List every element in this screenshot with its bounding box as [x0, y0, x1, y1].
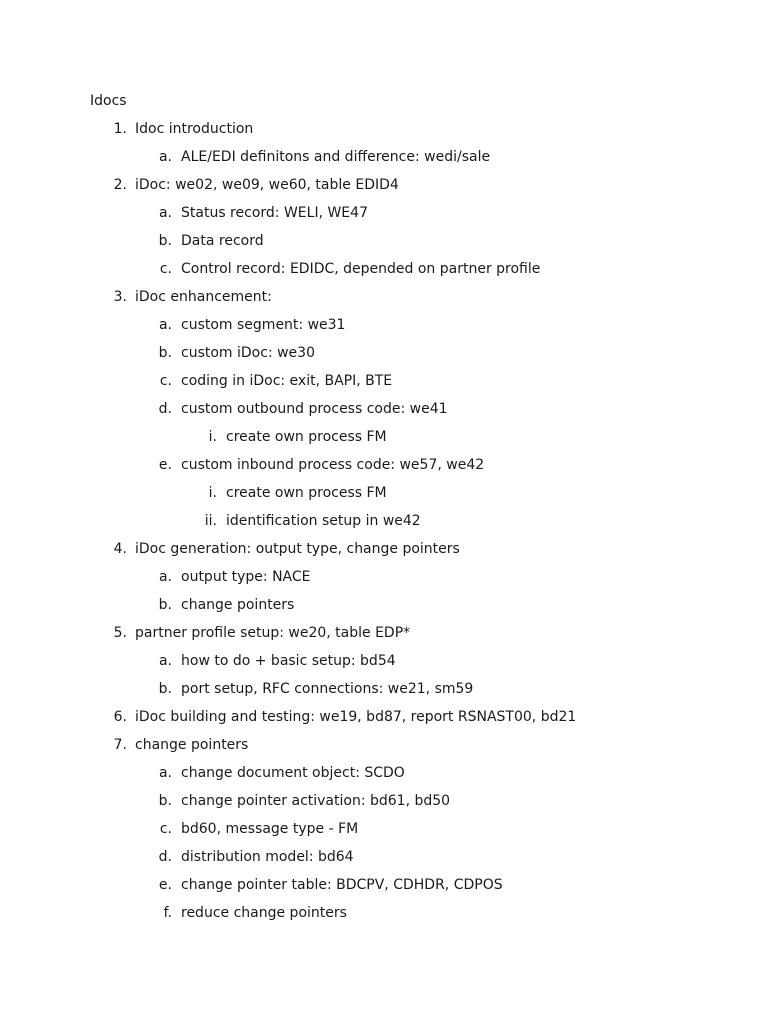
- list-marker: b.: [158, 345, 172, 361]
- outline-item-level-1: [0, 119, 768, 147]
- outline-item-level-2: [0, 875, 768, 903]
- list-item-text: custom outbound process code: we41: [181, 401, 448, 417]
- list-marker: a.: [158, 205, 172, 221]
- list-marker: d.: [158, 849, 172, 865]
- list-marker: e.: [158, 877, 172, 893]
- list-item-text: port setup, RFC connections: we21, sm59: [181, 681, 474, 697]
- list-marker: a.: [158, 569, 172, 585]
- outline-item-level-1: [0, 707, 768, 735]
- list-item-text: bd60, message type - FM: [181, 821, 359, 837]
- list-marker: i.: [208, 429, 217, 445]
- outline-item-level-2: [0, 455, 768, 483]
- list-item-text: reduce change pointers: [181, 905, 347, 921]
- list-item-text: iDoc: we02, we09, we60, table EDID4: [135, 177, 399, 193]
- outline-item-level-2: [0, 651, 768, 679]
- list-item-text: ALE/EDI definitons and difference: wedi/sale: [181, 149, 491, 165]
- list-marker: b.: [158, 681, 172, 697]
- list-marker: d.: [158, 401, 172, 417]
- list-item-text: iDoc building and testing: we19, bd87, report RSNAST00, bd21: [135, 709, 577, 725]
- outline-item-level-2: [0, 763, 768, 791]
- list-item-text: Data record: [181, 233, 264, 249]
- outline-item-level-2: [0, 567, 768, 595]
- list-item-text: custom inbound process code: we57, we42: [181, 457, 485, 473]
- list-item-text: change pointers: [181, 597, 295, 613]
- outline-item-level-2: [0, 343, 768, 371]
- list-marker: b.: [158, 233, 172, 249]
- list-marker: c.: [159, 821, 172, 837]
- list-item-text: output type: NACE: [181, 569, 311, 585]
- list-marker: 7.: [113, 737, 127, 753]
- list-marker: 6.: [113, 709, 127, 725]
- list-item-text: iDoc generation: output type, change pointers: [135, 541, 460, 557]
- outline-item-level-2: [0, 231, 768, 259]
- outline-item-level-2: [0, 847, 768, 875]
- list-item-text: identification setup in we42: [226, 513, 421, 529]
- outline-list: [0, 119, 768, 931]
- list-item-text: distribution model: bd64: [181, 849, 354, 865]
- list-marker: i.: [208, 485, 217, 501]
- list-item-text: Status record: WELI, WE47: [181, 205, 368, 221]
- list-item-text: Idoc introduction: [135, 121, 254, 137]
- list-item-text: partner profile setup: we20, table EDP*: [135, 625, 411, 641]
- list-marker: a.: [158, 653, 172, 669]
- list-marker: 4.: [113, 541, 127, 557]
- list-marker: b.: [158, 597, 172, 613]
- outline-item-level-1: [0, 539, 768, 567]
- list-item-text: how to do + basic setup: bd54: [181, 653, 396, 669]
- list-marker: a.: [158, 149, 172, 165]
- outline-item-level-2: [0, 399, 768, 427]
- list-item-text: change pointer table: BDCPV, CDHDR, CDPOS: [181, 877, 503, 893]
- list-marker: ii.: [204, 513, 217, 529]
- outline-item-level-2: [0, 903, 768, 931]
- list-marker: 3.: [113, 289, 127, 305]
- outline-item-level-2: [0, 315, 768, 343]
- outline-item-level-3: [0, 427, 768, 455]
- list-marker: a.: [158, 765, 172, 781]
- list-marker: b.: [158, 793, 172, 809]
- outline-item-level-2: [0, 203, 768, 231]
- outline-item-level-3: [0, 483, 768, 511]
- list-item-text: change document object: SCDO: [181, 765, 405, 781]
- outline-item-level-1: [0, 287, 768, 315]
- list-marker: e.: [158, 457, 172, 473]
- outline-item-level-2: [0, 679, 768, 707]
- list-marker: c.: [159, 261, 172, 277]
- list-marker: c.: [159, 373, 172, 389]
- list-item-text: create own process FM: [226, 485, 387, 501]
- list-marker: 2.: [113, 177, 127, 193]
- outline-item-level-1: [0, 175, 768, 203]
- outline-item-level-1: [0, 623, 768, 651]
- list-marker: 1.: [113, 121, 127, 137]
- list-item-text: change pointer activation: bd61, bd50: [181, 793, 451, 809]
- outline-item-level-2: [0, 371, 768, 399]
- outline-item-level-2: [0, 595, 768, 623]
- outline-item-level-3: [0, 511, 768, 539]
- list-item-text: change pointers: [135, 737, 249, 753]
- list-marker: 5.: [113, 625, 127, 641]
- list-item-text: Control record: EDIDC, depended on partner profile: [181, 261, 541, 277]
- list-item-text: create own process FM: [226, 429, 387, 445]
- list-item-text: custom segment: we31: [181, 317, 346, 333]
- outline-item-level-2: [0, 147, 768, 175]
- list-marker: a.: [158, 317, 172, 333]
- outline-item-level-2: [0, 819, 768, 847]
- outline-item-level-1: [0, 735, 768, 763]
- list-item-text: iDoc enhancement:: [135, 289, 272, 305]
- document-title: Idocs: [90, 93, 127, 109]
- outline-item-level-2: [0, 259, 768, 287]
- list-item-text: custom iDoc: we30: [181, 345, 315, 361]
- outline-item-level-2: [0, 791, 768, 819]
- list-marker: f.: [163, 905, 172, 921]
- list-item-text: coding in iDoc: exit, BAPI, BTE: [181, 373, 393, 389]
